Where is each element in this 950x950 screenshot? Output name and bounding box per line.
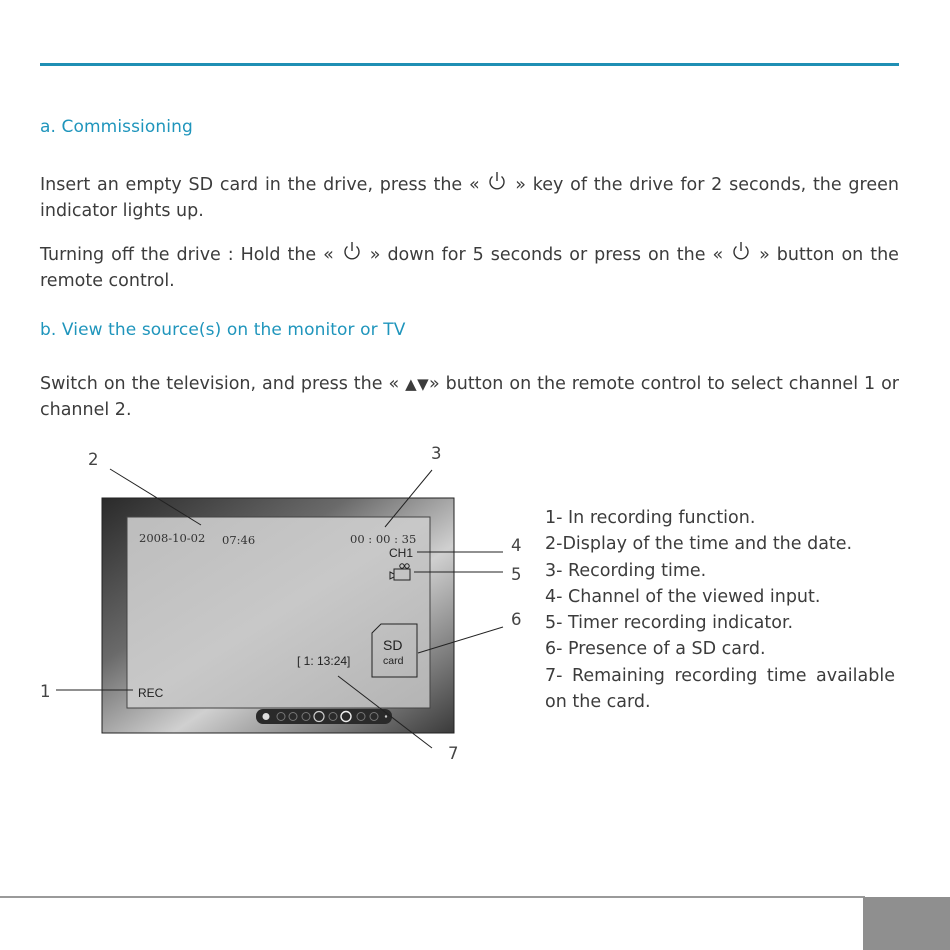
callout-1: 1 <box>40 682 51 701</box>
bottom-rule <box>0 896 865 898</box>
button-dot <box>263 713 270 720</box>
page-number-box <box>863 897 950 950</box>
para-text: » key of the drive for 2 seconds, the green indicator lights up. <box>40 175 899 221</box>
legend-item: 7- Remaining recording time available on the card. <box>545 665 895 713</box>
legend-item: 3- Recording time. <box>545 560 707 581</box>
section-b-paragraph <box>40 371 899 423</box>
section-a-paragraph-2 <box>40 240 899 294</box>
monitor-diagram <box>0 430 560 780</box>
para-text: Switch on the television, and press the « <box>40 374 400 394</box>
power-icon <box>341 240 363 262</box>
screen-rec: REC <box>138 686 164 700</box>
para-text: » button on the remote control. <box>40 245 899 291</box>
screen-time: 07:46 <box>222 533 256 547</box>
para-text: Turning off the drive : Hold the « <box>40 245 334 265</box>
legend-item: 2-Display of the time and the date. <box>545 534 853 555</box>
callout-4: 4 <box>511 536 522 555</box>
legend-item: 4- Channel of the viewed input. <box>545 586 821 607</box>
legend-item: 5- Timer recording indicator. <box>545 613 794 634</box>
callout-3: 3 <box>431 444 442 463</box>
screen-remaining-time: [ 1: 13:24] <box>297 654 351 668</box>
control-buttons-strip <box>256 709 392 724</box>
section-b-heading: b. View the source(s) on the monitor or TV <box>40 320 406 340</box>
button-dot <box>385 715 387 717</box>
card-label: card <box>383 655 404 667</box>
para-text: » button on the remote control to select channel 1 or channel 2. <box>40 374 900 420</box>
section-a-heading: a. Commissioning <box>40 117 193 137</box>
power-icon <box>730 240 752 262</box>
callout-2: 2 <box>88 450 99 469</box>
screen-date: 2008-10-02 <box>139 531 206 545</box>
section-a-paragraph-1 <box>40 170 899 224</box>
sd-label: SD <box>383 637 403 653</box>
top-rule <box>40 63 899 66</box>
up-down-arrows-icon: ▲▼ <box>405 375 430 393</box>
legend-list <box>545 505 895 715</box>
callout-7: 7 <box>448 744 459 763</box>
screen-rec-time: 00 : 00 : 35 <box>350 532 417 546</box>
legend-item: 1- In recording function. <box>545 508 756 528</box>
para-text: » down for 5 seconds or press on the « <box>369 245 724 265</box>
callout-6: 6 <box>511 610 522 629</box>
screen-channel: CH1 <box>389 546 414 560</box>
callout-5: 5 <box>511 565 522 584</box>
legend-item: 6- Presence of a SD card. <box>545 639 766 660</box>
power-icon <box>486 170 508 192</box>
para-text: Insert an empty SD card in the drive, press the « <box>40 175 480 195</box>
